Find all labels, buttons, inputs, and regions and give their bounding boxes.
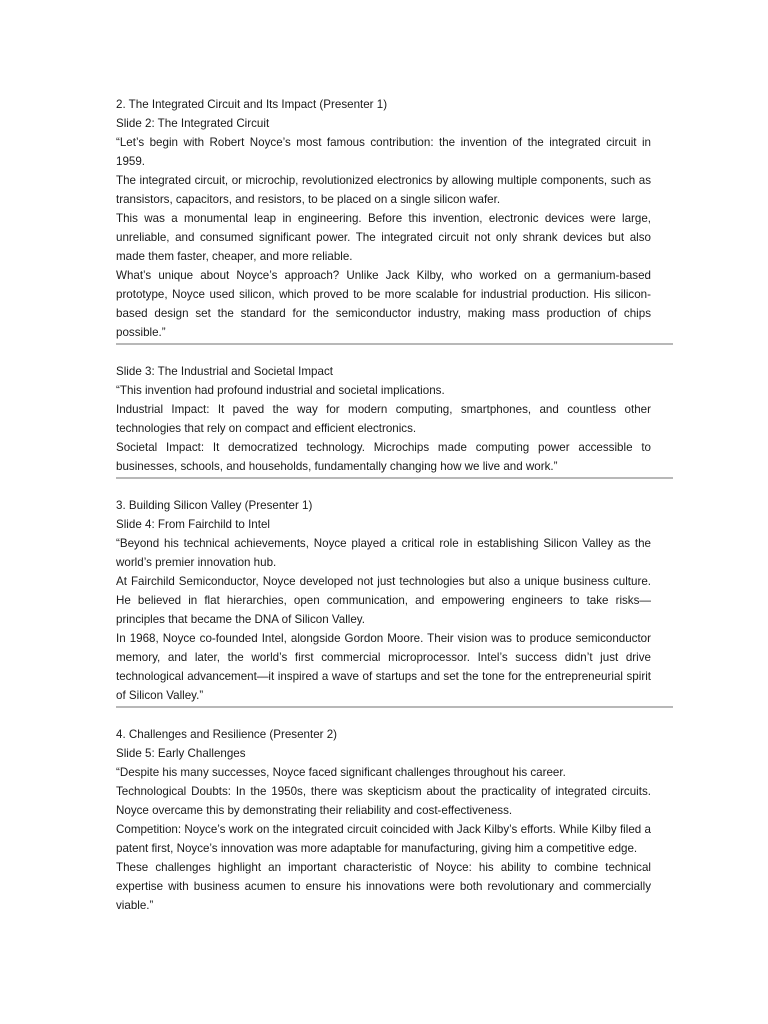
paragraph: “Despite his many successes, Noyce faced significant challenges throughout his career. [116,766,566,779]
section-industrial-societal-impact [116,362,651,476]
paragraph: Technological Doubts: In the 1950s, there was skepticism about the practicality of integrated circuits. Noyce overcame this by demonstrating their reliability and cost-effectiveness. [116,785,651,817]
spacer [116,708,651,725]
paragraph: What’s unique about Noyce’s approach? Unlike Jack Kilby, who worked on a germanium-based prototype, Noyce used silicon, which proved to be more scalable for industrial production. His silicon-based design set the standard for the semiconductor industry, making mass production of chips possible.” [116,269,651,339]
section-challenges-resilience [116,725,651,915]
paragraph: “Beyond his technical achievements, Noyce played a critical role in establishing Silicon Valley as the world’s premier innovation hub. [116,537,651,569]
section-heading: 4. Challenges and Resilience (Presenter 2) [116,728,338,741]
spacer [116,345,651,362]
paragraph: The integrated circuit, or microchip, revolutionized electronics by allowing multiple components, such as transistors, capacitors, and resistors, to be placed on a single silicon wafer. [116,174,651,206]
section-integrated-circuit [116,95,651,342]
paragraph: “This invention had profound industrial and societal implications. [116,384,445,397]
slide-title: Slide 5: Early Challenges [116,747,246,760]
paragraph: At Fairchild Semiconductor, Noyce developed not just technologies but also a unique business culture. He believed in flat hierarchies, open communication, and empowering engineers to take risks—principles that became the DNA of Silicon Valley. [116,575,651,626]
paragraph: These challenges highlight an important characteristic of Noyce: his ability to combine technical expertise with business acumen to ensure his innovations were both revolutionary and commercially viable.” [116,861,651,912]
section-heading: 2. The Integrated Circuit and Its Impact (Presenter 1) [116,98,388,111]
paragraph: This was a monumental leap in engineering. Before this invention, electronic devices were large, unreliable, and consumed significant power. The integrated circuit not only shrank devices but also made them faster, cheaper, and more reliable. [116,212,651,263]
spacer [116,479,651,496]
slide-title: Slide 4: From Fairchild to Intel [116,518,270,531]
paragraph: In 1968, Noyce co-founded Intel, alongside Gordon Moore. Their vision was to produce semiconductor memory, and later, the world’s first commercial microprocessor. Intel’s success didn’t just drive technological advancement—it inspired a wave of startups and set the tone for the entrepreneurial spirit of Silicon Valley.” [116,632,651,702]
document-page [116,95,651,915]
slide-title: Slide 3: The Industrial and Societal Impact [116,365,333,378]
section-heading: 3. Building Silicon Valley (Presenter 1) [116,499,313,512]
paragraph: “Let’s begin with Robert Noyce’s most famous contribution: the invention of the integrated circuit in 1959. [116,136,651,168]
paragraph: Societal Impact: It democratized technology. Microchips made computing power accessible to businesses, schools, and households, fundamentally changing how we live and work.” [116,441,651,473]
paragraph: Competition: Noyce’s work on the integrated circuit coincided with Jack Kilby’s efforts. While Kilby filed a patent first, Noyce’s innovation was more adaptable for manufacturing, giving him a competitive edge. [116,823,651,855]
paragraph: Industrial Impact: It paved the way for modern computing, smartphones, and countless other technologies that rely on compact and efficient electronics. [116,403,651,435]
section-building-silicon-valley [116,496,651,705]
slide-title: Slide 2: The Integrated Circuit [116,117,270,130]
